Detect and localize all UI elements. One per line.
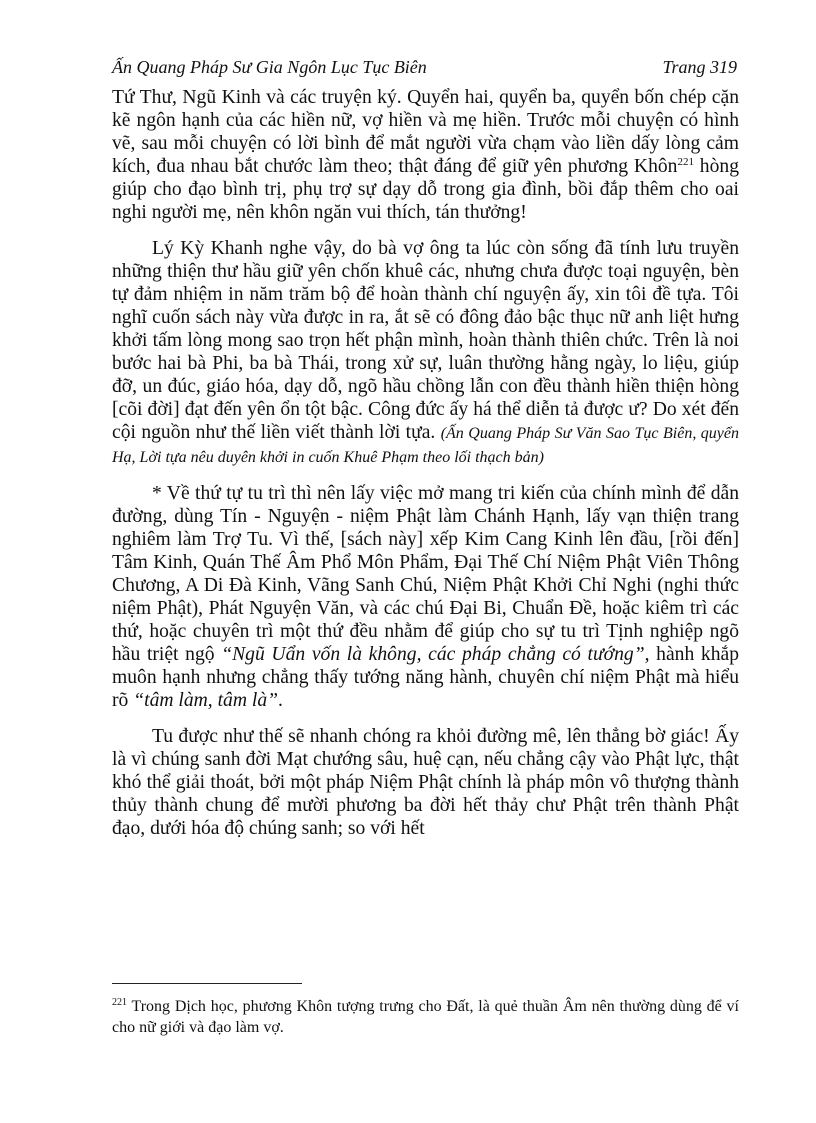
paragraph-3 — [112, 482, 739, 712]
book-title: Ấn Quang Pháp Sư Gia Ngôn Lục Tục Biên — [112, 57, 427, 77]
footnote — [112, 996, 739, 1038]
page-number: Trang 319 — [662, 57, 737, 77]
paragraph-2 — [112, 237, 739, 469]
paragraph-3-text-a: * Về thứ tự tu trì thì nên lấy việc mở mang tri kiến của chính mình để dẫn đường, dùng Tín - Nguyện - niệm Phật làm Chánh Hạnh, lấy vạn thiện trang nghiêm làm Trợ Tu. Vì thế, [sách này] xếp Kim Cang Kinh lên đầu, [rồi đến] Tâm Kinh, Quán Thế Âm Phổ Môn Phẩm, Đại Thế Chí Niệm Phật Viên Thông Chương, A Di Đà Kinh, Vãng Sanh Chú, Niệm Phật Khởi Chỉ Nghi (nghi thức niệm Phật), Phát Nguyện Văn, và các chú Đại Bi, Chuẩn Đề, hoặc kiêm trì các thứ, hoặc chuyên trì một thứ đều nhằm để giúp cho sự tu trì Tịnh nghiệp ngõ hầu triệt ngộ — [112, 483, 739, 665]
paragraph-2-text: Lý Kỳ Khanh nghe vậy, do bà vợ ông ta lúc còn sống đã tính lưu truyền những thiện thư hầu giữ yên chốn khuê các, nhưng chưa được toại nguyện, bèn tự đảm nhiệm in năm trăm bộ để hoàn thành chí nguyện ấy, xin tôi đề tựa. Tôi nghĩ cuốn sách này vừa được in ra, ắt sẽ có đông đảo bậc thục nữ anh liệt hưng khởi tấm lòng mong sao trọn hết phận mình, hoàn thành thiên chức. Trên là noi bước hai bà Phi, ba bà Thái, trong xử sự, luân thường hằng ngày, lo liệu, giúp đỡ, un đúc, giáo hóa, dạy dỗ, ngõ hầu chồng lẫn con đều thành hiền thiện hòng [cõi đời] đạt đến yên ổn tột bậc. Công đức ấy há thể diễn tả được ư? Do xét đến cội nguồn như thế liền viết thành lời tựa. — [112, 238, 739, 443]
paragraph-1-text-b: hòng giúp cho đạo bình trị, phụ trợ sự dạy dỗ trong gia đình, bồi đắp thêm cho oai nghi người mẹ, nên khôn ngăn vui thích, tán thưởng! — [112, 156, 739, 223]
footnote-text: Trong Dịch học, phương Khôn tượng trưng cho Đất, là quẻ thuần Âm nên thường dùng để ví cho nữ giới và đạo làm vợ. — [112, 998, 739, 1036]
paragraph-1 — [112, 86, 739, 224]
quote-tam-lam: “tâm làm, tâm là” — [133, 690, 279, 711]
paragraph-4-text: Tu được như thế sẽ nhanh chóng ra khỏi đường mê, lên thẳng bờ giác! Ấy là vì chúng sanh đời Mạt chướng sâu, huệ cạn, nếu chẳng cậy vào Phật lực, thật khó thể giải thoát, bởi một pháp Niệm Phật chính là pháp môn vô thượng thành thủy thành chung để mười phương ba đời hết thảy chư Phật trên thành Phật đạo, dưới hóa độ chúng sanh; so với hết — [112, 726, 739, 839]
paragraph-3-text-b: , hành khắp muôn hạnh nhưng chẳng thấy tướng năng hành, chuyên chí niệm Phật mà hiểu rõ — [112, 644, 739, 711]
body-text — [112, 86, 739, 840]
paragraph-3-text-c: . — [278, 690, 283, 711]
page-header — [112, 57, 737, 83]
footnote-ref[interactable]: 221 — [677, 156, 694, 168]
paragraph-4 — [112, 725, 739, 840]
footnote-number: 221 — [112, 997, 127, 1008]
source-citation: (Ấn Quang Pháp Sư Văn Sao Tục Biên, quyển Hạ, Lời tựa nêu duyên khởi in cuốn Khuê Phạm theo lối thạch bản) — [112, 425, 740, 466]
paragraph-1-text-a: Tứ Thư, Ngũ Kinh và các truyện ký. Quyển hai, quyển ba, quyển bốn chép cặn kẽ ngôn hạnh của các hiền nữ, vợ hiền và mẹ hiền. Trước mỗi chuyện có hình vẽ, sau mỗi chuyện có lời bình để mắt người vừa chạm vào liền dấy lòng cảm kích, đua nhau bắt chước làm theo; thật đáng để giữ yên phương Khôn — [112, 87, 739, 177]
quote-ngu-uan: “Ngũ Uẩn vốn là không, các pháp chẳng có tướng” — [221, 644, 645, 665]
footnote-divider — [112, 983, 302, 984]
